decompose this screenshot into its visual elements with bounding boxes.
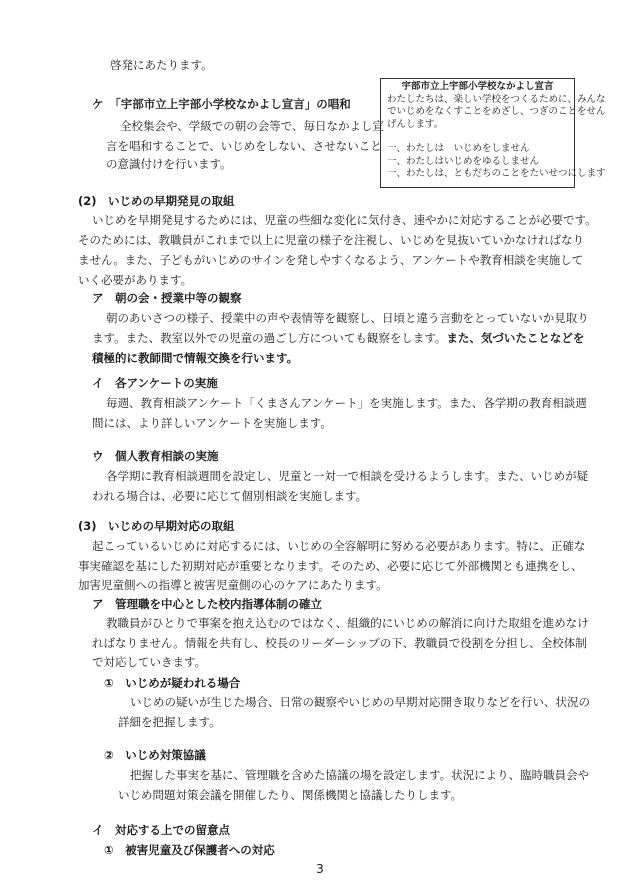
section2-a-body-bold: また、気づいたことなどを	[446, 331, 585, 345]
declaration-line: でいじめをなくすことをめざし、つぎのことをせん	[387, 106, 606, 117]
section3-a-body-line: ればなりません。情報を共有し、校長のリーダーシップの下、教職員で役割を分担し、全校体制	[92, 636, 587, 650]
section3-a-heading: ア 管理職を中心とした校内指導体制の確立	[92, 597, 322, 611]
section2-a-body-line: 朝のあいさつの様子、授業中の声や表情等を観察し、日頃と違う言動をとっていないか見取り	[106, 311, 589, 325]
ke-body-line: 言を唱和することで、いじめをしない、させないこと	[106, 139, 382, 153]
section3-a-body-line: 教職員がひとりで事案を抱え込むのではなく、組織的にいじめの解消に向けた取組を進めなけ	[106, 616, 589, 630]
ke-body-line: 全校集会や、学級での朝の会等で、毎日なかよし宣	[120, 119, 385, 133]
section3-body-line: 加害児童側への指導と被害児童側の心のケアにあたります。	[78, 578, 388, 592]
section3-a-sub1-body-line: いじめの疑いが生じた場合、日常の観察やいじめの早期対応開き取りなどを行い、状況の	[130, 695, 590, 709]
section3-a-sub2-heading: ② いじめ対策協議	[104, 748, 206, 762]
declaration-box	[380, 78, 606, 188]
section2-body-line: いじめを早期発見するためには、児童の些細な変化に気付き、速やかに対応することが必要です。	[92, 213, 597, 227]
declaration-pledge: 一、わたしは いじめをしません	[387, 143, 530, 154]
section3-a-sub1-heading: ① いじめが疑われる場合	[104, 676, 241, 690]
declaration-pledge: 一、わたしはいじめをゆるしません	[387, 155, 540, 167]
section2-u-body-line: われる場合は、必要に応じて個別相談を実施します。	[92, 489, 368, 503]
section3-heading: (3) いじめの早期対応の取組	[78, 519, 235, 533]
section2-a-body-bold-line: 積極的に教師間で情報交換を行います。	[92, 351, 299, 365]
section2-u-heading: ウ 個人教育相談の実施	[92, 449, 219, 463]
section3-body-line: 事実確認を基にした初期対応が重要となります。そのため、必要に応じて外部機関とも連携をし、	[78, 559, 583, 573]
section3-a-sub2-body-line: 把握した事実を基に、管理職を含めた協議の場を設定します。状況により、臨時職員会や	[130, 768, 590, 782]
section3-i-sub1-heading: ① 被害児童及び保護者への対応	[104, 843, 275, 857]
section2-i-body-line: 間には、より詳しいアンケートを実施します。	[92, 416, 332, 430]
declaration-pledge: 一、わたしは、ともだちのことをたいせつにします	[387, 168, 606, 179]
section2-body-line: いく必要があります。	[78, 273, 193, 287]
section2-body-line: ません。また、子どもがいじめのサインを発しやすくなるよう、アンケートや教育相談を実施して	[78, 253, 584, 267]
ke-body-line: の意識付けを行います。	[106, 157, 232, 171]
section2-u-body-line: 各学期に教育相談週間を設定し、児童と一対一で相談を受けるようします。また、いじめが疑	[106, 469, 589, 483]
section2-i-body-line: 毎週、教育相談アンケート「くまさんアンケート」を実施します。また、各学期の教育相談週	[106, 396, 587, 410]
declaration-line: げんします。	[387, 118, 444, 130]
section3-a-sub1-body-line: 詳細を把握します。	[118, 715, 221, 729]
section3-i-heading: イ 対応する上での留意点	[92, 823, 230, 837]
page-number: 3	[316, 862, 324, 876]
declaration-title: 宇部市立上宇部小学校なかよし宣言	[401, 81, 554, 92]
section3-body-line: 起こっているいじめに対応するには、いじめの全容解明に努める必要があります。特に、正確な	[92, 539, 586, 553]
section3-a-body-line: で対応していきます。	[92, 655, 207, 669]
declaration-line: わたしたちは、楽しい学校をつくるために、みんな	[387, 93, 606, 105]
section2-heading: (2) いじめの早期発見の取組	[78, 194, 235, 208]
section2-a-body-line	[92, 330, 584, 346]
section2-a-heading: ア 朝の会・授業中等の観察	[92, 291, 242, 305]
section2-body-line: そのためには、教職員がこれまで以上に児童の様子を注視し、いじめを見抜いていかなければなり	[78, 233, 584, 247]
section2-a-body-text: ます。また、教室以外での児童の過ごし方についても観察をします。	[92, 331, 447, 345]
section2-i-heading: イ 各アンケートの実施	[92, 376, 218, 390]
ke-heading: ケ 「宇部市立上宇部小学校なかよし宣言」の唱和	[92, 97, 351, 111]
section3-a-sub2-body-line: いじめ問題対策会議を開催したり、関係機関と協議したりします。	[118, 788, 463, 802]
intro-end-text: 啓発にあたります。	[110, 58, 213, 72]
